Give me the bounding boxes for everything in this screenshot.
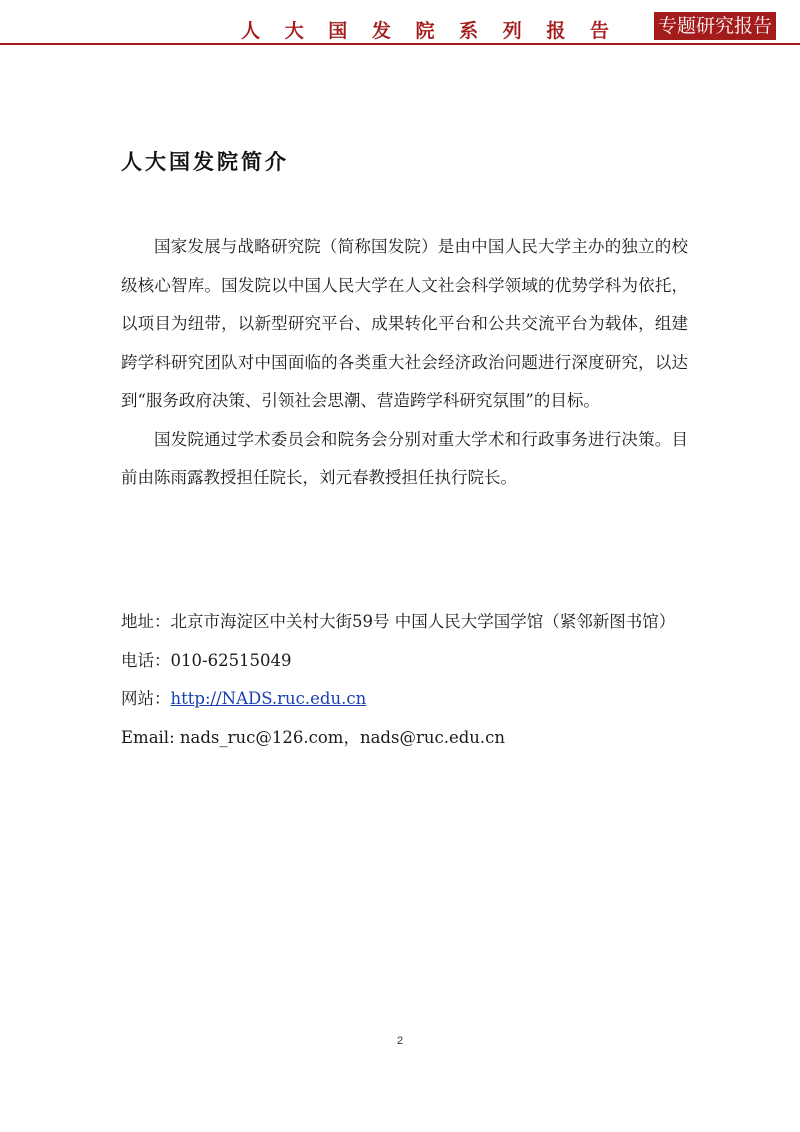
intro-paragraph-2: 国发院通过学术委员会和院务会分别对重大学术和行政事务进行决策。目前由陈雨露教授担任院长，刘元春教授担任执行院长。 (121, 429, 688, 487)
contact-info (121, 603, 688, 757)
address-line: 地址：北京市海淀区中关村大街59号 中国人民大学国学馆（紧邻新图书馆） (121, 612, 676, 631)
report-header (0, 0, 800, 44)
phone-line: 电话：010-62515049 (121, 650, 292, 670)
introduction-body (121, 228, 688, 498)
report-type-badge: 专题研究报告 (654, 12, 776, 40)
email-line: Email: nads_ruc@126.com，nads@ruc.edu.cn (121, 727, 506, 747)
header-divider (0, 43, 800, 45)
website-label: 网站： (121, 689, 171, 708)
intro-paragraph-1: 国家发展与战略研究院（简称国发院）是由中国人民大学主办的独立的校级核心智库。国发院以中国人民大学在人文社会科学领域的优势学科为依托，以项目为纽带，以新型研究平台、成果转化平台和公共交流平台为载体，组建跨学科研究团队对中国面临的各类重大社会经济政治问题进行深度研究，以达到“服务政府决策、引领社会思潮、营造跨学科研究氛围”的目标。 (121, 237, 688, 410)
page-number: 2 (396, 1035, 404, 1047)
website-link[interactable]: http://NADS.ruc.edu.cn (170, 689, 367, 708)
website-line (121, 680, 688, 719)
series-title: 人 大 国 发 院 系 列 报 告 (241, 20, 618, 42)
section-title: 人大国发院简介 (121, 149, 289, 174)
